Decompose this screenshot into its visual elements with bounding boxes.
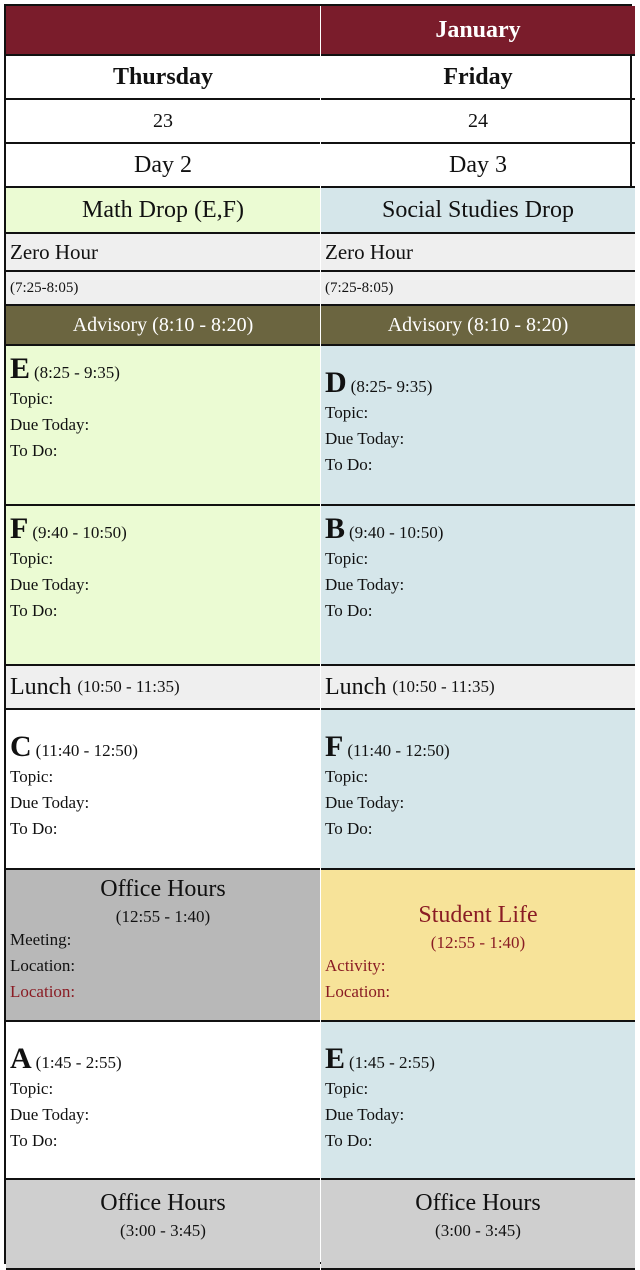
zero-hour-label: Zero Hour [321,234,635,272]
due-today-label: Due Today: [325,793,405,812]
advisory-label: Advisory (8:10 - 8:20) [321,306,635,346]
topic-label: Topic: [10,549,54,568]
office-hours-title: Office Hours [100,876,226,902]
office-hours-block [6,870,320,1022]
end-office-hours-block [321,1180,635,1270]
topic-label: Topic: [325,549,369,568]
class-block-1 [321,346,635,506]
student-life-time: (12:55 - 1:40) [430,933,526,952]
topic-label: Topic: [10,1079,54,1098]
lunch-row [321,666,635,710]
day-number-label: Day 3 [321,144,635,188]
zero-hour-label: Zero Hour [6,234,320,272]
date-label: 23 [6,100,320,144]
due-today-label: Due Today: [10,575,90,594]
office-hours-time: (3:00 - 3:45) [435,1221,521,1240]
to-do-label: To Do: [325,455,373,474]
office-hours-time: (12:55 - 1:40) [115,907,211,926]
block-letter: C [10,730,32,763]
end-office-hours-block [6,1180,320,1270]
block-time: (1:45 - 2:55) [35,1053,122,1072]
topic-label: Topic: [325,1079,369,1098]
due-today-label: Due Today: [10,415,90,434]
location-label: Location: [10,956,76,975]
meeting-label: Meeting: [10,930,72,949]
block-time: (11:40 - 12:50) [347,741,450,760]
drop-label: Social Studies Drop [321,188,635,234]
weekday-label: Friday [321,56,635,100]
topic-label: Topic: [325,767,369,786]
class-block-3 [6,710,320,870]
lunch-label: Lunch [325,673,387,700]
to-do-label: To Do: [325,601,373,620]
month-header-left [6,6,320,56]
to-do-label: To Do: [10,1131,58,1150]
block-letter: D [325,366,347,399]
to-do-label: To Do: [325,819,373,838]
block-time: (9:40 - 10:50) [349,523,444,542]
due-today-label: Due Today: [325,429,405,448]
topic-label: Topic: [10,389,54,408]
class-block-2 [6,506,320,666]
class-block-4 [321,1022,635,1180]
month-header: January [321,6,635,56]
to-do-label: To Do: [10,819,58,838]
lunch-time: (10:50 - 11:35) [392,677,495,696]
due-today-label: Due Today: [325,1105,405,1124]
block-letter: F [10,512,29,545]
block-letter: E [10,352,31,385]
block-letter: E [325,1042,346,1075]
block-time: (11:40 - 12:50) [35,741,138,760]
topic-label: Topic: [325,403,369,422]
block-letter: A [10,1042,32,1075]
due-today-label: Due Today: [325,575,405,594]
to-do-label: To Do: [325,1131,373,1150]
office-hours-time: (3:00 - 3:45) [120,1221,206,1240]
class-block-3 [321,710,635,870]
office-hours-title: Office Hours [415,1190,541,1216]
block-letter: B [325,512,346,545]
date-label: 24 [321,100,635,144]
to-do-label: To Do: [10,601,58,620]
lunch-label: Lunch [10,673,72,700]
block-letter: F [325,730,344,763]
class-block-4 [6,1022,320,1180]
block-time: (8:25 - 9:35) [34,363,120,382]
drop-label: Math Drop (E,F) [6,188,320,234]
zero-hour-time: (7:25-8:05) [6,272,320,306]
lunch-row [6,666,320,710]
weekday-label: Thursday [6,56,320,100]
class-block-2 [321,506,635,666]
to-do-label: To Do: [10,441,58,460]
due-today-label: Due Today: [10,793,90,812]
due-today-label: Due Today: [10,1105,90,1124]
lunch-time: (10:50 - 11:35) [77,677,180,696]
block-time: (9:40 - 10:50) [32,523,127,542]
block-time: (8:25- 9:35) [350,377,433,396]
topic-label: Topic: [10,767,54,786]
office-hours-title: Office Hours [100,1190,226,1216]
activity-label: Activity: [325,956,386,975]
student-life-title: Student Life [418,902,538,928]
block-time: (1:45 - 2:55) [349,1053,435,1072]
student-life-block [321,870,635,1022]
location-label-red: Location: [10,982,76,1001]
advisory-label: Advisory (8:10 - 8:20) [6,306,320,346]
schedule-grid [4,4,632,1264]
class-block-1 [6,346,320,506]
zero-hour-time: (7:25-8:05) [321,272,635,306]
location-label: Location: [325,982,391,1001]
day-number-label: Day 2 [6,144,320,188]
